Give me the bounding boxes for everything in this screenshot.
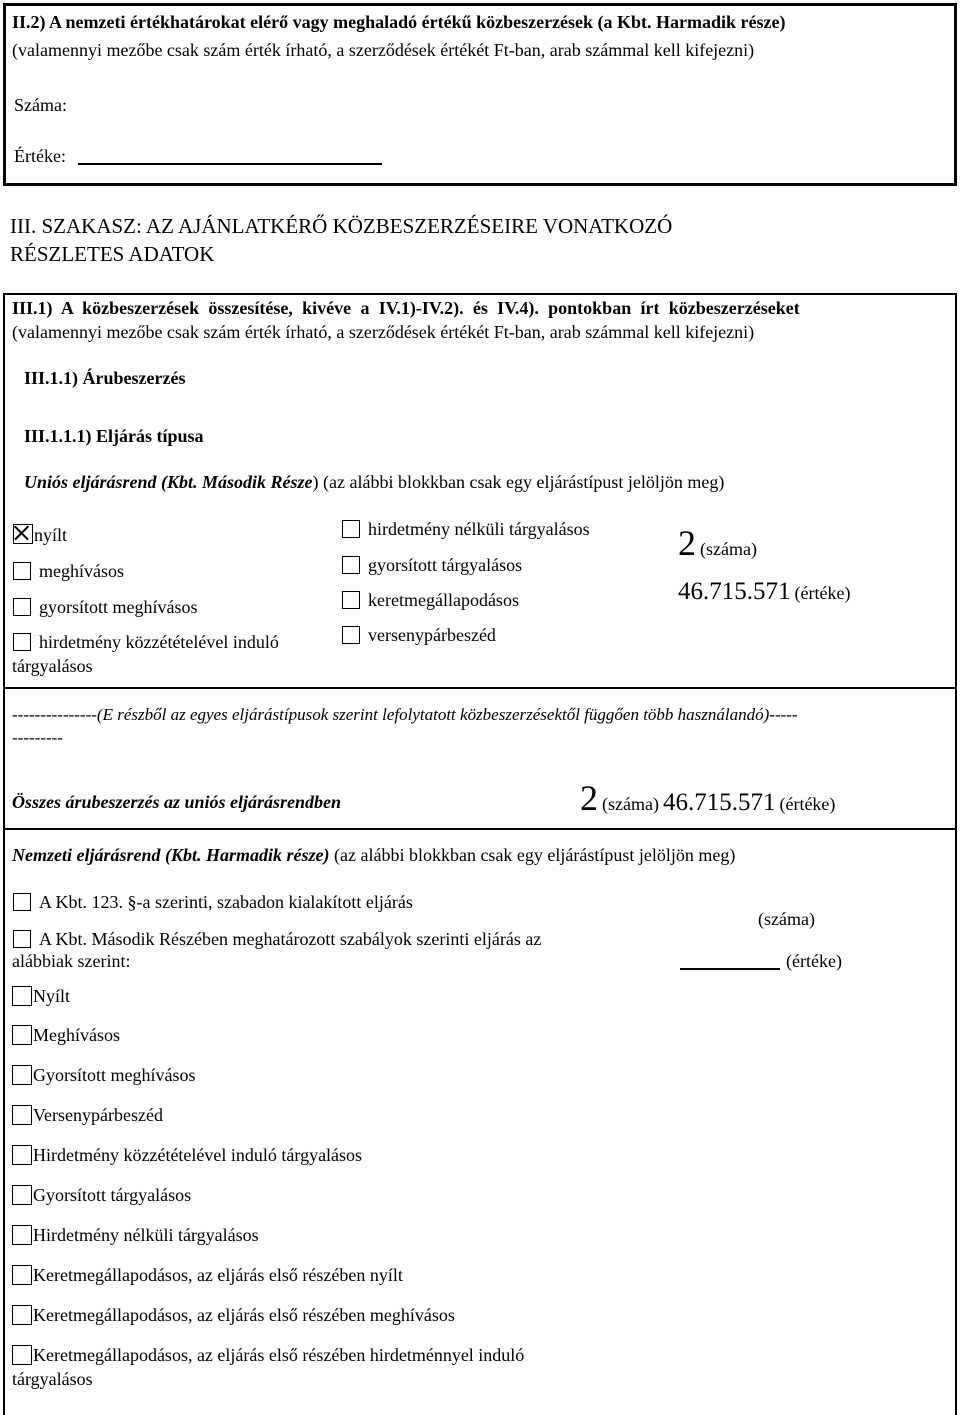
national-count-label: (száma): [758, 909, 815, 929]
section-iii-heading-line2: RÉSZLETES ADATOK: [10, 242, 215, 266]
checkbox-row-versenyparbeszed[interactable]: [342, 625, 496, 646]
list-item[interactable]: [12, 1065, 196, 1086]
union-intro-italic-a: Uniós eljárásrend (Kbt.: [24, 472, 198, 492]
checkbox-row-gyorsitott-meghivasos[interactable]: [13, 597, 198, 618]
option-label: nyílt: [34, 525, 68, 545]
separator-line2: ---------: [12, 728, 63, 747]
value-field-line[interactable]: [78, 163, 382, 165]
option-label: hirdetmény nélküli tárgyalásos: [368, 519, 590, 539]
divider: [3, 687, 955, 689]
option-label: Nyílt: [33, 986, 71, 1006]
national-intro: [12, 845, 735, 866]
section-iii-heading-line1: III. SZAKASZ: AZ AJÁNLATKÉRŐ KÖZBESZERZÉSEIRE VONATKOZÓ: [10, 214, 673, 238]
checkbox-icon[interactable]: [342, 626, 360, 644]
option-label: Hirdetmény közzétételével induló tárgyalásos: [33, 1145, 363, 1165]
checkbox-row-hirdetmeny-kozzetetel[interactable]: [13, 632, 279, 653]
checkbox-icon[interactable]: [13, 893, 31, 911]
value-label: Értéke:: [14, 146, 66, 166]
list-item[interactable]: [12, 1305, 455, 1326]
section-iii1-note: (valamennyi mezőbe csak szám érték írható, a szerződések értékét Ft-ban, arab számmal kell kifejezni): [12, 322, 755, 342]
total-count-label: (száma): [602, 794, 659, 814]
option-label: Keretmegállapodásos, az eljárás első részében meghívásos: [33, 1305, 455, 1325]
option-label: gyorsított meghívásos: [39, 597, 198, 617]
checkbox-row-meghivasos[interactable]: [13, 561, 124, 582]
list-item[interactable]: [12, 1265, 403, 1286]
option-label: Gyorsított meghívásos: [33, 1065, 196, 1085]
checkbox-row-hirdetmeny-nelkuli[interactable]: [342, 519, 590, 540]
option-label: Keretmegállapodásos, az eljárás első részében hirdetménnyel induló: [33, 1345, 525, 1365]
checkbox-icon[interactable]: [342, 556, 360, 574]
checkbox-row-gyorsitott-targyalasos[interactable]: [342, 555, 522, 576]
checkbox-icon[interactable]: [13, 633, 31, 651]
union-intro-italic-b: Második Része: [202, 472, 313, 492]
union-amount: [678, 578, 850, 606]
option-label: A Kbt. 123. §-a szerinti, szabadon kialakított eljárás: [39, 892, 413, 912]
option-label: Gyorsított tárgyalásos: [33, 1185, 192, 1205]
separator-line1: ---------------(E részből az egyes eljárástípusok szerint lefolytatott közbeszerzésektől függően több használandó)-----: [12, 705, 798, 724]
checkbox-icon[interactable]: [13, 930, 31, 948]
checkbox-icon[interactable]: [342, 520, 360, 538]
checkbox-row-kbt-123[interactable]: [13, 892, 413, 913]
union-count: [678, 522, 757, 564]
list-item[interactable]: [12, 1025, 120, 1046]
total-count-value: 2: [580, 778, 598, 818]
checkbox-icon[interactable]: [13, 562, 31, 580]
checkbox-icon[interactable]: [12, 1265, 32, 1285]
total-values: [580, 777, 835, 819]
checkbox-icon[interactable]: [12, 1305, 32, 1325]
union-intro: [24, 472, 724, 493]
union-amount-value: 46.715.571: [678, 578, 791, 605]
list-item[interactable]: [12, 1345, 524, 1366]
list-item[interactable]: [12, 1105, 163, 1126]
option-label: hirdetmény közzétételével induló: [39, 632, 279, 652]
union-amount-label: (értéke): [794, 583, 851, 603]
option-label: meghívásos: [39, 561, 124, 581]
list-item[interactable]: [12, 1185, 191, 1206]
divider: [3, 828, 955, 830]
total-amount-label: (értéke): [779, 794, 836, 814]
checkbox-icon[interactable]: [12, 1185, 32, 1205]
national-amount-label: (értéke): [786, 951, 842, 971]
checkbox-icon[interactable]: [342, 591, 360, 609]
list-item[interactable]: [12, 1225, 259, 1246]
option-label: gyorsított tárgyalásos: [368, 555, 523, 575]
national-intro-rest: (az alábbi blokkban csak egy eljárástípust jelöljön meg): [329, 845, 736, 865]
union-intro-rest: ) (az alábbi blokkban csak egy eljárástípust jelöljön meg): [312, 472, 725, 492]
count-label: Száma:: [14, 95, 67, 115]
checkbox-icon[interactable]: [12, 1145, 32, 1165]
checkbox-icon[interactable]: [12, 1225, 32, 1245]
checkbox-icon[interactable]: [12, 1345, 32, 1365]
option-label-wrap: alábbiak szerint:: [12, 951, 131, 971]
national-amount-line[interactable]: [680, 968, 780, 970]
section-ii2-note: (valamennyi mezőbe csak szám érték írható, a szerződések értékét Ft-ban, arab számmal kell kifejezni): [12, 40, 755, 60]
total-label: Összes árubeszerzés az uniós eljárásrendben: [12, 792, 342, 812]
checkbox-row-keretmegallapodasos[interactable]: [342, 590, 519, 611]
checkbox-icon[interactable]: [12, 986, 32, 1006]
section-ii2-title: II.2) A nemzeti értékhatárokat elérő vagy meghaladó értékű közbeszerzések (a Kbt. Harmadik része): [12, 12, 786, 32]
union-count-label: (száma): [700, 539, 757, 559]
option-label: Hirdetmény nélküli tárgyalásos: [33, 1225, 259, 1245]
checkbox-icon[interactable]: [12, 1065, 32, 1085]
checkbox-row-masodik-resz[interactable]: [13, 929, 541, 950]
list-item[interactable]: [12, 1145, 362, 1166]
option-label-wrap: tárgyalásos: [12, 1369, 93, 1389]
option-label: A Kbt. Második Részében meghatározott szabályok szerinti eljárás az: [39, 929, 542, 949]
option-label: keretmegállapodásos: [368, 590, 519, 610]
checkbox-icon[interactable]: [12, 1025, 32, 1045]
total-amount-value: 46.715.571: [662, 789, 776, 816]
checkbox-icon[interactable]: [13, 598, 31, 616]
list-item[interactable]: [12, 986, 70, 1007]
section-iii1-title: III.1) A közbeszerzések összesítése, kivéve a IV.1)-IV.2). és IV.4). pontokban írt közbeszerzéseket: [12, 298, 800, 318]
checkbox-icon[interactable]: [12, 1105, 32, 1125]
option-label: versenypárbeszéd: [368, 625, 496, 645]
option-label: Meghívásos: [33, 1025, 120, 1045]
checkbox-row-nyilt[interactable]: [13, 524, 67, 546]
union-count-value: 2: [678, 523, 696, 563]
option-label: Keretmegállapodásos, az eljárás első részében nyílt: [33, 1265, 403, 1285]
option-label-wrap: tárgyalásos: [12, 656, 93, 676]
checkbox-checked-icon[interactable]: [13, 524, 33, 544]
option-label: Versenypárbeszéd: [33, 1105, 163, 1125]
sub-eljaras-tipusa: III.1.1.1) Eljárás típusa: [24, 426, 204, 446]
national-intro-italic: Nemzeti eljárásrend (Kbt. Harmadik része): [12, 845, 330, 865]
sub-arubeszerzes: III.1.1) Árubeszerzés: [24, 368, 186, 388]
